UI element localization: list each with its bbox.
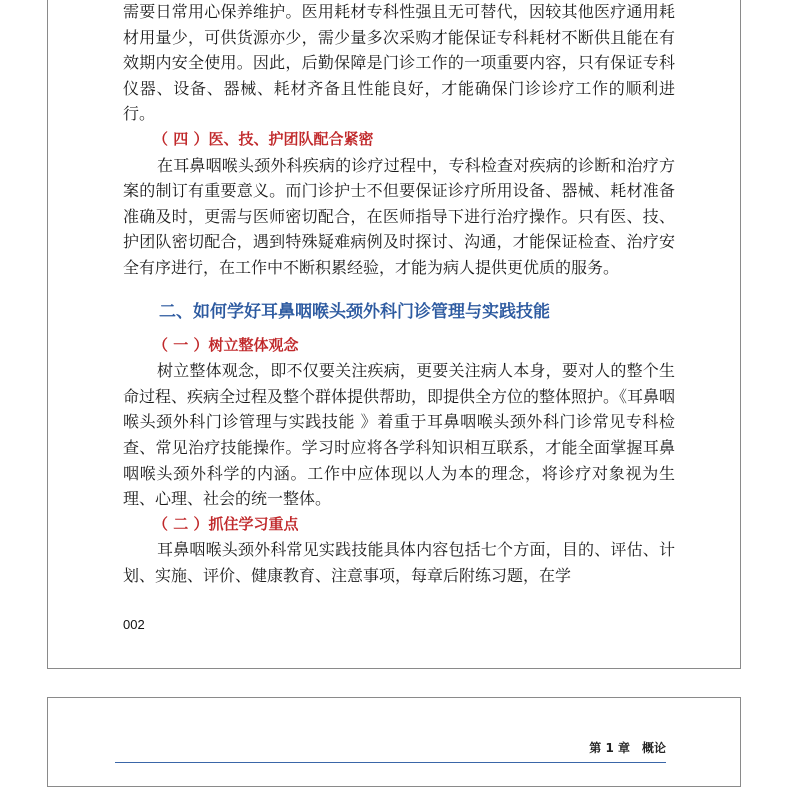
subheading-four: （ 四 ）医、技、护团队配合紧密 [153,129,374,148]
header-rule [115,762,666,763]
page-body [123,0,675,588]
body-paragraph-team: 在耳鼻咽喉头颈外科疾病的诊疗过程中，专科检查对疾病的诊断和治疗方案的制订有重要意义。而门诊护士不但要保证诊疗所用设备、器械、耗材准备准确及时，更需与医师密切配合，在医师指导下进行治疗操作。只有医、技、护团队密切配合，遇到特殊疑难病例及时探讨、沟通，才能保证检查、治疗安全有序进行，在工作中不断积累经验，才能为病人提供更优质的服务。 [123,155,675,277]
running-header: 第 1 章 概论 [589,741,666,755]
page-number: 002 [123,617,145,632]
document-page [47,0,741,669]
subheading-two: （ 二 ）抓住学习重点 [153,514,299,533]
subheading-one: （ 一 ）树立整体观念 [153,335,299,354]
document-page-next [47,697,741,787]
body-paragraph: 需要日常用心保养维护。医用耗材专科性强且无可替代，因较其他医疗通用耗材用量少，可供货源亦少，需少量多次采购才能保证专科耗材不断供且能在有效期内安全使用。因此，后勤保障是门诊工作的一项重要内容，只有保证专科仪器、设备、器械、耗材齐备且性能良好，才能确保门诊诊疗工作的顺利进行。 [123,2,675,124]
body-paragraph-holistic: 树立整体观念，即不仅要关注疾病，更要关注病人本身，要对人的整个生命过程、疾病全过程及整个群体提供帮助，即提供全方位的整体照护。《耳鼻咽喉头颈外科门诊管理与实践技能 》着重于耳鼻咽喉头颈外科门诊常见专科检查、常见治疗技能操作。学习时应将各学科知识相互联系，才能全面掌握耳鼻咽喉头颈外科学的内涵。工作中应体现以人为本的理念，将诊疗对象视为生理、心理、社会的统一整体。 [123,361,676,509]
body-paragraph-focus: 耳鼻咽喉头颈外科常见实践技能具体内容包括七个方面，目的、评估、计划、实施、评价、健康教育、注意事项，每章后附练习题，在学 [123,540,675,585]
section-heading: 二、如何学好耳鼻咽喉头颈外科门诊管理与实践技能 [159,301,550,322]
